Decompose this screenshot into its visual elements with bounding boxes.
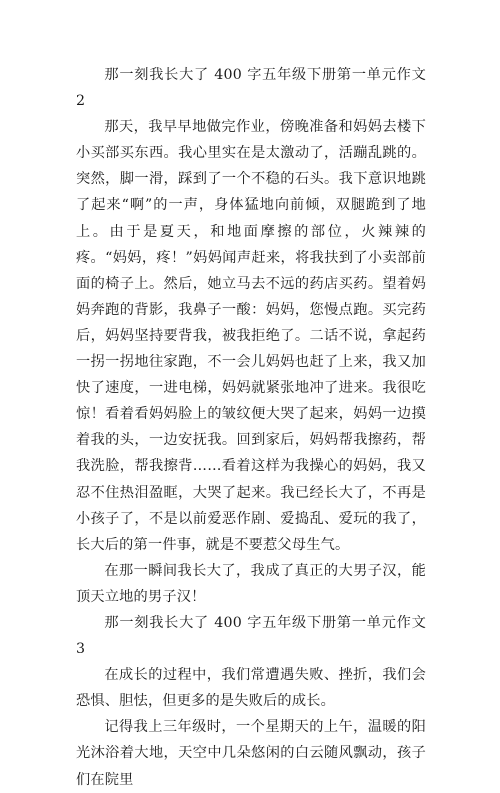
essay-paragraph: 记得我上三年级时，一个星期天的上午，温暖的阳光沐浴着大地，天空中几朵悠闲的白云随风飘动，孩子们在院里 [76,719,426,788]
essay-heading-3: 那一刻我长大了 400 字五年级下册第一单元作文 3 [76,614,426,658]
essay-heading-2: 那一刻我长大了 400 字五年级下册第一单元作文 2 [76,67,426,110]
essay-paragraph: 那天，我早早地做完作业，傍晚准备和妈妈去楼下小买部买东西。我心里实在是太激动了，活蹦乱跳的。突然，脚一滑，踩到了一个不稳的石头。我下意识地跳了起来“啊”的一声，身体猛地向前倾，双腿跪到了地上。由于是夏天，和地面摩擦的部位，火辣辣的疼。“妈妈，疼！”妈妈闻声赶来，将我扶到了小卖部前面的椅子上。然后，她立马去不远的药店买药。望着妈妈奔跑的背影，我鼻子一酸：妈妈，您慢点跑。买完药后，妈妈坚持要背我，被我拒绝了。二话不说，拿起药一拐一拐地往家跑，不一会儿妈妈也赶了上来，我又加快了速度，一进电梯，妈妈就紧张地冲了进来。我很吃惊！看着看妈妈脸上的皱纹便大哭了起来，妈妈一边摸着我的头，一边安抚我。回到家后，妈妈帮我擦药，帮我洗脸，帮我擦背……看着这样为我操心的妈妈，我又忍不住热泪盈眶，大哭了起来。我已经长大了，不再是小孩子了，不是以前爱恶作剧、爱捣乱、爱玩的我了，长大后的第一件事，就是不要惹父母生气。 [76,119,426,553]
essay-body [76,62,426,793]
essay-paragraph: 在那一瞬间我长大了，我成了真正的大男子汉，能顶天立地的男子汉！ [76,562,426,605]
essay-paragraph: 在成长的过程中，我们常遭遇失败、挫折，我们会恐惧、胆怯，但更多的是失败后的成长。 [76,667,426,710]
